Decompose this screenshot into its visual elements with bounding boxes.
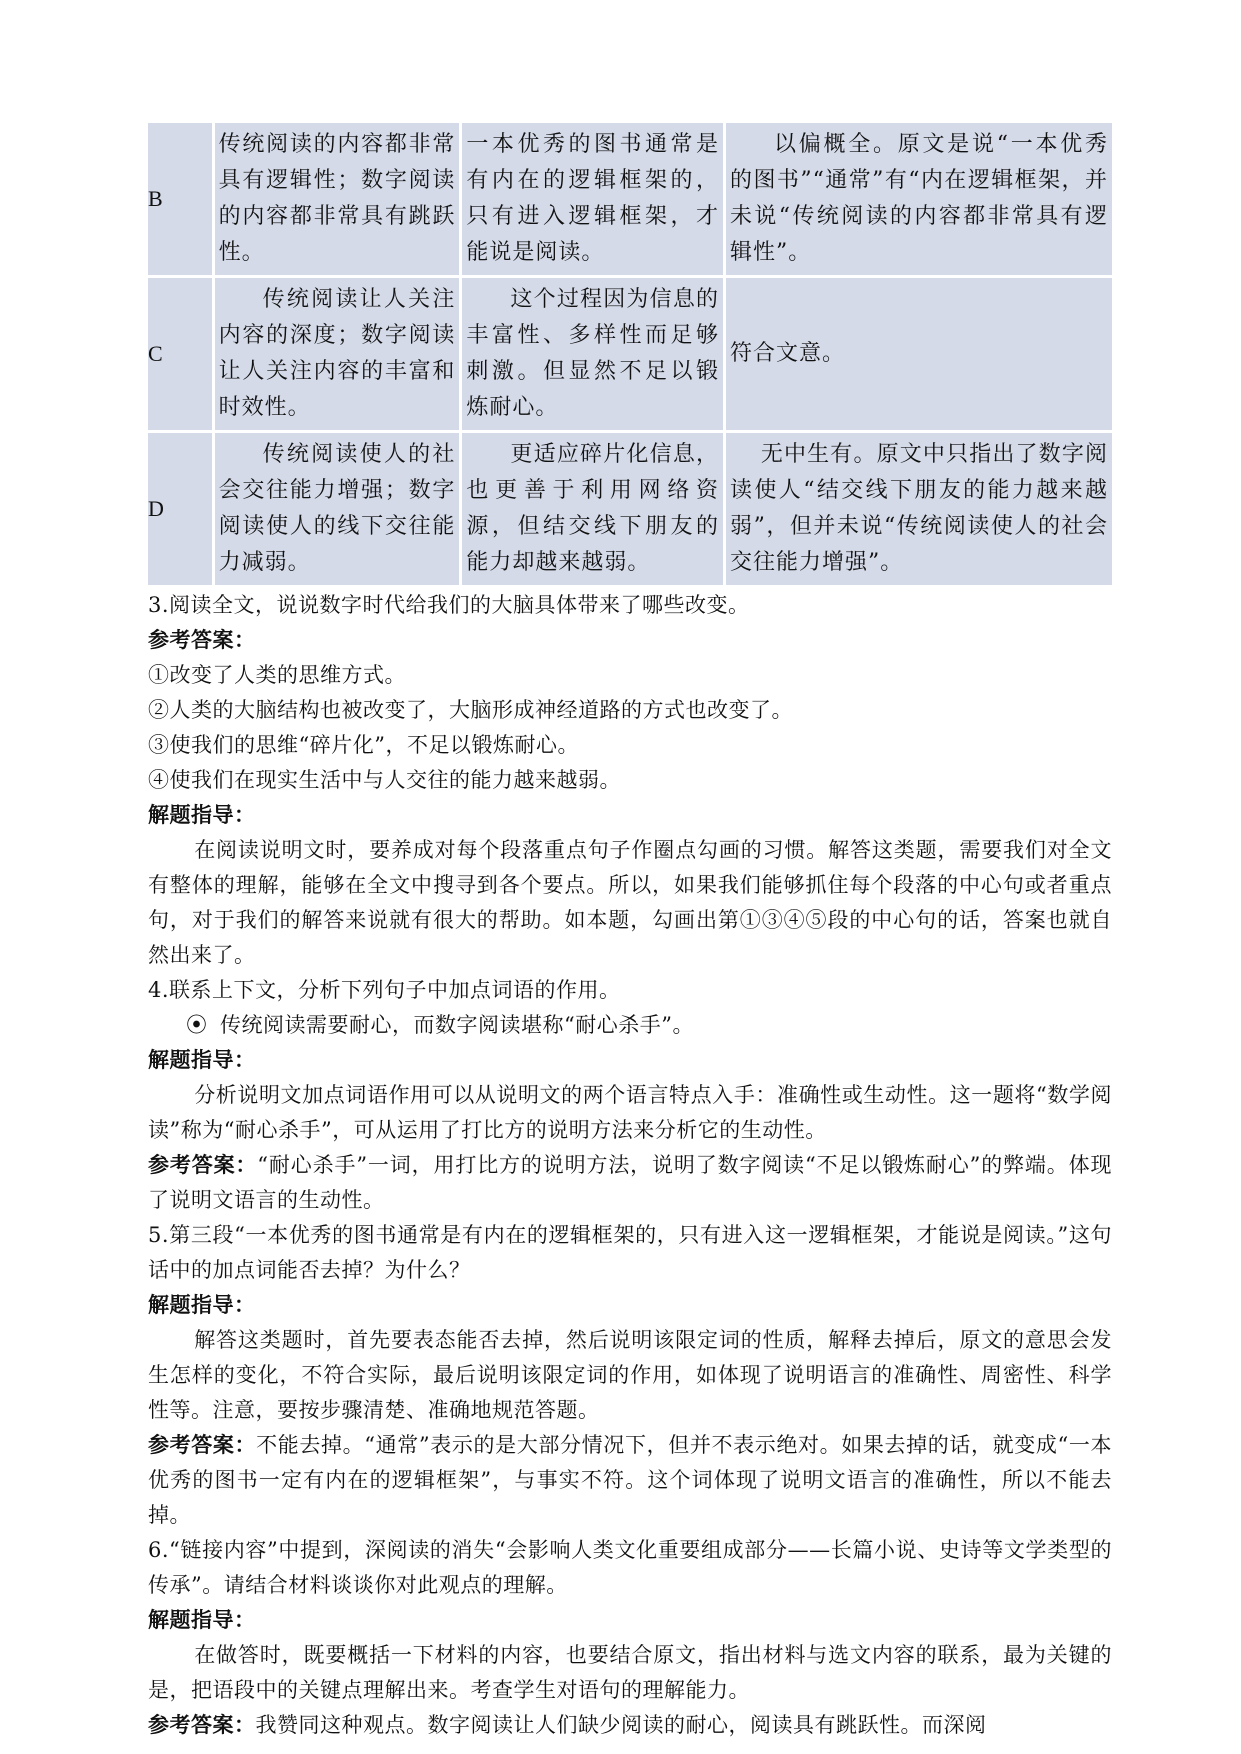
bullet-icon: ⦿ (186, 1013, 208, 1037)
q5-answer-text: 不能去掉。“通常”表示的是大部分情况下，但并不表示绝对。如果去掉的话，就变成“一本优秀的图书一定有内在的逻辑框架”，与事实不符。这个词体现了说明文语言的准确性，所以不能去掉。 (148, 1433, 1112, 1527)
option-letter: D (148, 433, 212, 585)
q3-answer-2: ②人类的大脑结构也被改变了，大脑形成神经道路的方式也改变了。 (148, 698, 793, 722)
analysis-text: 符合文意。 (726, 278, 1112, 430)
table-row (148, 278, 1112, 430)
q3-question: 3.阅读全文，说说数字时代给我们的大脑具体带来了哪些改变。 (148, 593, 750, 617)
q5-question: 5.第三段“一本优秀的图书通常是有内在的逻辑框架的，只有进入这一逻辑框架，才能说是阅读。”这句话中的加点词能否去掉？为什么？ (148, 1223, 1112, 1282)
options-table (145, 120, 1115, 588)
option-text: 传统阅读让人关注内容的深度；数字阅读让人关注内容的丰富和时效性。 (215, 278, 460, 430)
analysis-text: 以偏概全。原文是说“一本优秀的图书”“通常”有“内在逻辑框架，并未说“传统阅读的内容都非常具有逻辑性”。 (726, 123, 1112, 275)
option-text: 传统阅读的内容都非常具有逻辑性；数字阅读的内容都非常具有跳跃性。 (215, 123, 460, 275)
q4-sentence-text: 传统阅读需要耐心，而数字阅读堪称“耐心杀手”。 (220, 1013, 694, 1037)
evidence-text: 一本优秀的图书通常是有内在的逻辑框架的，只有进入逻辑框架，才能说是阅读。 (462, 123, 723, 275)
q3-guide-label: 解题指导： (148, 803, 256, 827)
q4-sentence (148, 1008, 1112, 1043)
q6-answer-label: 参考答案： (148, 1713, 256, 1737)
option-letter: B (148, 123, 212, 275)
q4-answer (148, 1148, 1112, 1218)
q5-guide: 解答这类题时，首先要表态能否去掉，然后说明该限定词的性质，解释去掉后，原文的意思会发生怎样的变化，不符合实际，最后说明该限定词的作用，如体现了说明语言的准确性、周密性、科学性等。注意，要按步骤清楚、准确地规范答题。 (148, 1328, 1112, 1422)
q6-guide: 在做答时，既要概括一下材料的内容，也要结合原文，指出材料与选文内容的联系，最为关键的是，把语段中的关键点理解出来。考查学生对语句的理解能力。 (148, 1643, 1112, 1702)
q5-guide-label: 解题指导： (148, 1293, 256, 1317)
table-row (148, 433, 1112, 585)
option-text: 传统阅读使人的社会交往能力增强；数字阅读使人的线下交往能力减弱。 (215, 433, 460, 585)
q3-answer-1: ①改变了人类的思维方式。 (148, 663, 406, 687)
q6-answer (148, 1708, 1112, 1743)
table-row (148, 123, 1112, 275)
q3-answer-3: ③使我们的思维“碎片化”，不足以锻炼耐心。 (148, 733, 579, 757)
q5-answer (148, 1428, 1112, 1533)
evidence-text: 这个过程因为信息的丰富性、多样性而足够刺激。但显然不足以锻炼耐心。 (462, 278, 723, 430)
analysis-text: 无中生有。原文中只指出了数字阅读使人“结交线下朋友的能力越来越弱”，但并未说“传统阅读使人的社会交往能力增强”。 (726, 433, 1112, 585)
option-letter: C (148, 278, 212, 430)
q4-question: 4.联系上下文，分析下列句子中加点词语的作用。 (148, 978, 621, 1002)
q4-guide: 分析说明文加点词语作用可以从说明文的两个语言特点入手：准确性或生动性。这一题将“数学阅读”称为“耐心杀手”，可从运用了打比方的说明方法来分析它的生动性。 (148, 1083, 1112, 1142)
q6-answer-text: 我赞同这种观点。数字阅读让人们缺少阅读的耐心，阅读具有跳跃性。而深阅 (255, 1713, 987, 1737)
q6-question: 6.“链接内容”中提到，深阅读的消失“会影响人类文化重要组成部分——长篇小说、史诗等文学类型的传承”。请结合材料谈谈你对此观点的理解。 (148, 1538, 1112, 1597)
q4-answer-text: “耐心杀手”一词，用打比方的说明方法，说明了数字阅读“不足以锻炼耐心”的弊端。体现了说明文语言的生动性。 (148, 1153, 1113, 1212)
evidence-text: 更适应碎片化信息，也更善于利用网络资源，但结交线下朋友的能力却越来越弱。 (462, 433, 723, 585)
q3-answer-4: ④使我们在现实生活中与人交往的能力越来越弱。 (148, 768, 621, 792)
q3-answer-label: 参考答案： (148, 628, 256, 652)
q5-answer-label: 参考答案： (148, 1433, 257, 1457)
q4-guide-label: 解题指导： (148, 1048, 256, 1072)
q4-answer-label: 参考答案： (148, 1153, 258, 1177)
page (148, 120, 1112, 1743)
q3-guide: 在阅读说明文时，要养成对每个段落重点句子作圈点勾画的习惯。解答这类题，需要我们对全文有整体的理解，能够在全文中搜寻到各个要点。所以，如果我们能够抓住每个段落的中心句或者重点句，对于我们的解答来说就有很大的帮助。如本题，勾画出第①③④⑤段的中心句的话，答案也就自然出来了。 (148, 838, 1112, 967)
q6-guide-label: 解题指导： (148, 1608, 256, 1632)
